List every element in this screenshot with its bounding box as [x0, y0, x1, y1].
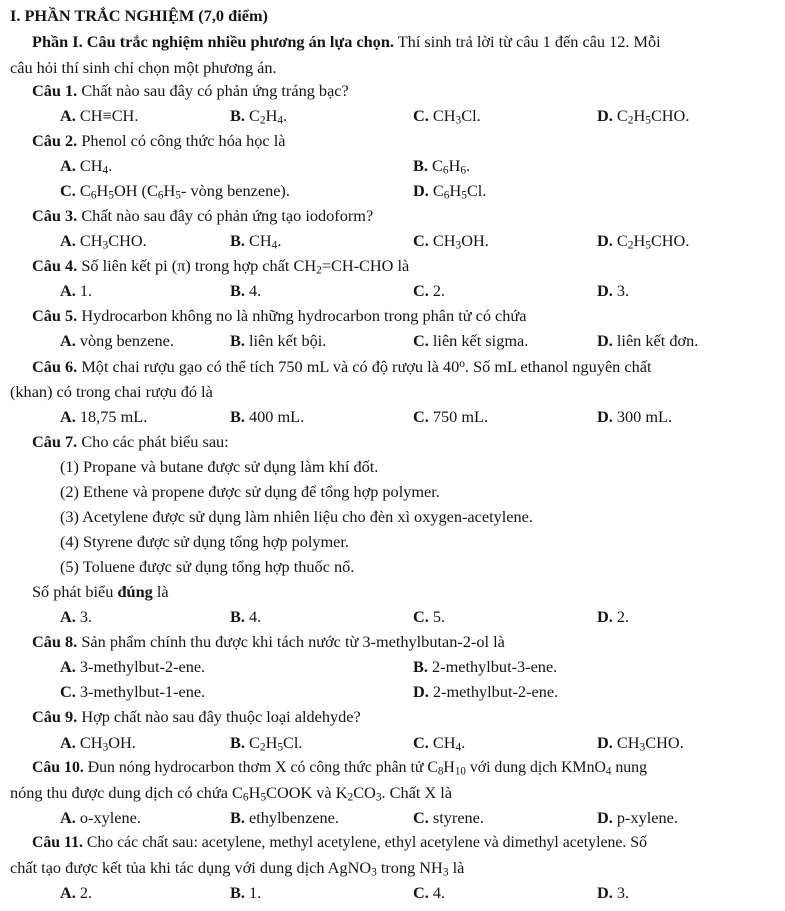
question-text: Hydrocarbon không no là những hydrocarbon trong phân tử có chứa	[77, 306, 527, 325]
question-text: Cho các phát biểu sau:	[77, 432, 229, 451]
question-11	[32, 835, 647, 851]
question-7	[32, 434, 229, 450]
question-label: Câu 1.	[32, 81, 78, 100]
statement-5: (5) Toluene được sử dụng tổng hợp thuốc nổ.	[60, 557, 355, 576]
question-10: Câu 10. Đun nóng hydrocarbon thơm X có công thức phân tử $C_8H_{10}$ với dung dịch KMnO$_4$ nung	[32, 759, 647, 778]
question-text: Chất nào sau đây có phản ứng tráng bạc?	[77, 81, 349, 100]
option-d[interactable]: D. 2-methylbut-2-ene.	[413, 682, 559, 701]
question-text: Chất nào sau đây có phản ứng tạo iodoform?	[77, 206, 374, 225]
question-3	[32, 208, 373, 224]
question-9	[32, 709, 361, 725]
option-a[interactable]: A. $CH_3OH$.	[60, 733, 136, 754]
option-d[interactable]: D. 3.	[597, 883, 630, 902]
option-c[interactable]: C. $C_6H_5OH$ ($C_6H_5-$ vòng benzene).	[60, 181, 290, 202]
option-b[interactable]: B. 2-methylbut-3-ene.	[413, 657, 558, 676]
option-a[interactable]: A. 3-methylbut-2-ene.	[60, 657, 206, 676]
question-label: Câu 10.	[32, 759, 84, 776]
question-2	[32, 133, 285, 149]
option-c[interactable]: C. $CH_3OH$.	[413, 231, 489, 252]
part-instruction-text: Thí sinh trả lời từ câu 1 đến câu 12. Mỗi	[393, 32, 661, 51]
section-title: I. PHẦN TRẮC NGHIỆM (7,0 điểm)	[10, 6, 268, 25]
option-b[interactable]: B. $C_2H_4$.	[230, 106, 288, 127]
option-a[interactable]: A. CH≡CH.	[60, 106, 139, 125]
question-7-prompt: Số phát biểu đúng là	[32, 582, 169, 601]
option-d[interactable]: D. 3.	[597, 281, 630, 300]
option-b[interactable]: B. 4.	[230, 607, 262, 626]
option-c[interactable]: C. $CH_4$.	[413, 733, 466, 754]
question-text: Cho các chất sau: acetylene, methyl acetylene, ethyl acetylene và dimethyl acetylene. Số	[82, 834, 647, 851]
question-text: Phenol có công thức hóa học là	[77, 131, 286, 150]
option-d[interactable]: D. $C_6H_5Cl$.	[413, 181, 487, 202]
question-label: Câu 11.	[32, 834, 83, 851]
option-c[interactable]: C. 5.	[413, 607, 446, 626]
statement-4: (4) Styrene được sử dụng tổng hợp polymer.	[60, 532, 349, 551]
question-label: Câu 4.	[32, 256, 78, 275]
option-d[interactable]: D. 300 mL.	[597, 407, 673, 426]
option-a[interactable]: A. $CH_3CHO$.	[60, 231, 147, 252]
question-4: Câu 4. Số liên kết pi (π) trong hợp chất $CH_2=CH$-CHO là	[32, 256, 410, 277]
option-b[interactable]: B. $CH_4$.	[230, 231, 282, 252]
option-c[interactable]: C. 2.	[413, 281, 446, 300]
question-11-cont: chất tạo được kết tủa khi tác dụng với dung dịch AgNO$_3$ trong $NH_3$ là	[10, 858, 465, 879]
question-label: Câu 9.	[32, 707, 78, 726]
part-instruction-cont: câu hỏi thí sinh chỉ chọn một phương án.	[10, 58, 277, 77]
part-label: Phần I. Câu trắc nghiệm nhiều phương án lựa chọn.	[32, 32, 394, 51]
question-label: Câu 6.	[32, 357, 78, 376]
option-c[interactable]: C. liên kết sigma.	[413, 331, 529, 350]
option-d[interactable]: D. $CH_3CHO$.	[597, 733, 684, 754]
option-b[interactable]: B. $C_2H_5Cl$.	[230, 733, 303, 754]
question-1	[32, 83, 349, 99]
option-b[interactable]: B. liên kết bội.	[230, 331, 327, 350]
question-6: Câu 6. Một chai rượu gạo có thể tích 750 mL và có độ rượu là 40$^o$. Số mL ethanol nguyên chất	[32, 357, 652, 376]
option-a[interactable]: A. 18,75 mL.	[60, 407, 148, 426]
question-10-cont: nóng thu được dung dịch có chứa $C_6H_5COOK$ và $K_2CO_3$. Chất X là	[10, 783, 453, 804]
statement-1: (1) Propane và butane được sử dụng làm khí đốt.	[60, 457, 379, 476]
option-a[interactable]: A. 3.	[60, 607, 93, 626]
option-c[interactable]: C. $CH_3Cl$.	[413, 106, 481, 127]
part-instruction	[32, 34, 661, 50]
option-b[interactable]: B. 1.	[230, 883, 262, 902]
option-a[interactable]: A. vòng benzene.	[60, 331, 174, 350]
option-d[interactable]: D. $C_2H_5CHO$.	[597, 231, 690, 252]
question-5	[32, 308, 526, 324]
option-b[interactable]: B. ethylbenzene.	[230, 808, 339, 827]
option-c[interactable]: C. 3-methylbut-1-ene.	[60, 682, 206, 701]
option-d[interactable]: D. $C_2H_5CHO$.	[597, 106, 690, 127]
option-c[interactable]: C. 4.	[413, 883, 446, 902]
option-b[interactable]: B. 400 mL.	[230, 407, 305, 426]
question-label: Câu 7.	[32, 432, 78, 451]
option-d[interactable]: D. liên kết đơn.	[597, 331, 699, 350]
question-8	[32, 634, 505, 650]
option-a[interactable]: A. o-xylene.	[60, 808, 141, 827]
option-c[interactable]: C. styrene.	[413, 808, 484, 827]
statement-2: (2) Ethene và propene được sử dụng để tổng hợp polymer.	[60, 482, 440, 501]
option-d[interactable]: D. 2.	[597, 607, 630, 626]
option-a[interactable]: A. 2.	[60, 883, 93, 902]
option-b[interactable]: B. $C_6H_6$.	[413, 156, 471, 177]
question-text: Sản phẩm chính thu được khi tách nước từ 3-methylbutan-2-ol là	[77, 632, 505, 651]
question-label: Câu 8.	[32, 632, 78, 651]
question-label: Câu 5.	[32, 306, 78, 325]
question-label: Câu 2.	[32, 131, 78, 150]
option-c[interactable]: C. 750 mL.	[413, 407, 489, 426]
option-a[interactable]: A. 1.	[60, 281, 93, 300]
statement-3: (3) Acetylene được sử dụng làm nhiên liệu cho đèn xì oxygen-acetylene.	[60, 507, 533, 526]
question-text: Hợp chất nào sau đây thuộc loại aldehyde?	[77, 707, 361, 726]
question-6-cont: (khan) có trong chai rượu đó là	[10, 382, 213, 401]
option-b[interactable]: B. 4.	[230, 281, 262, 300]
question-label: Câu 3.	[32, 206, 78, 225]
option-d[interactable]: D. p-xylene.	[597, 808, 678, 827]
option-a[interactable]: A. $CH_4$.	[60, 156, 113, 177]
